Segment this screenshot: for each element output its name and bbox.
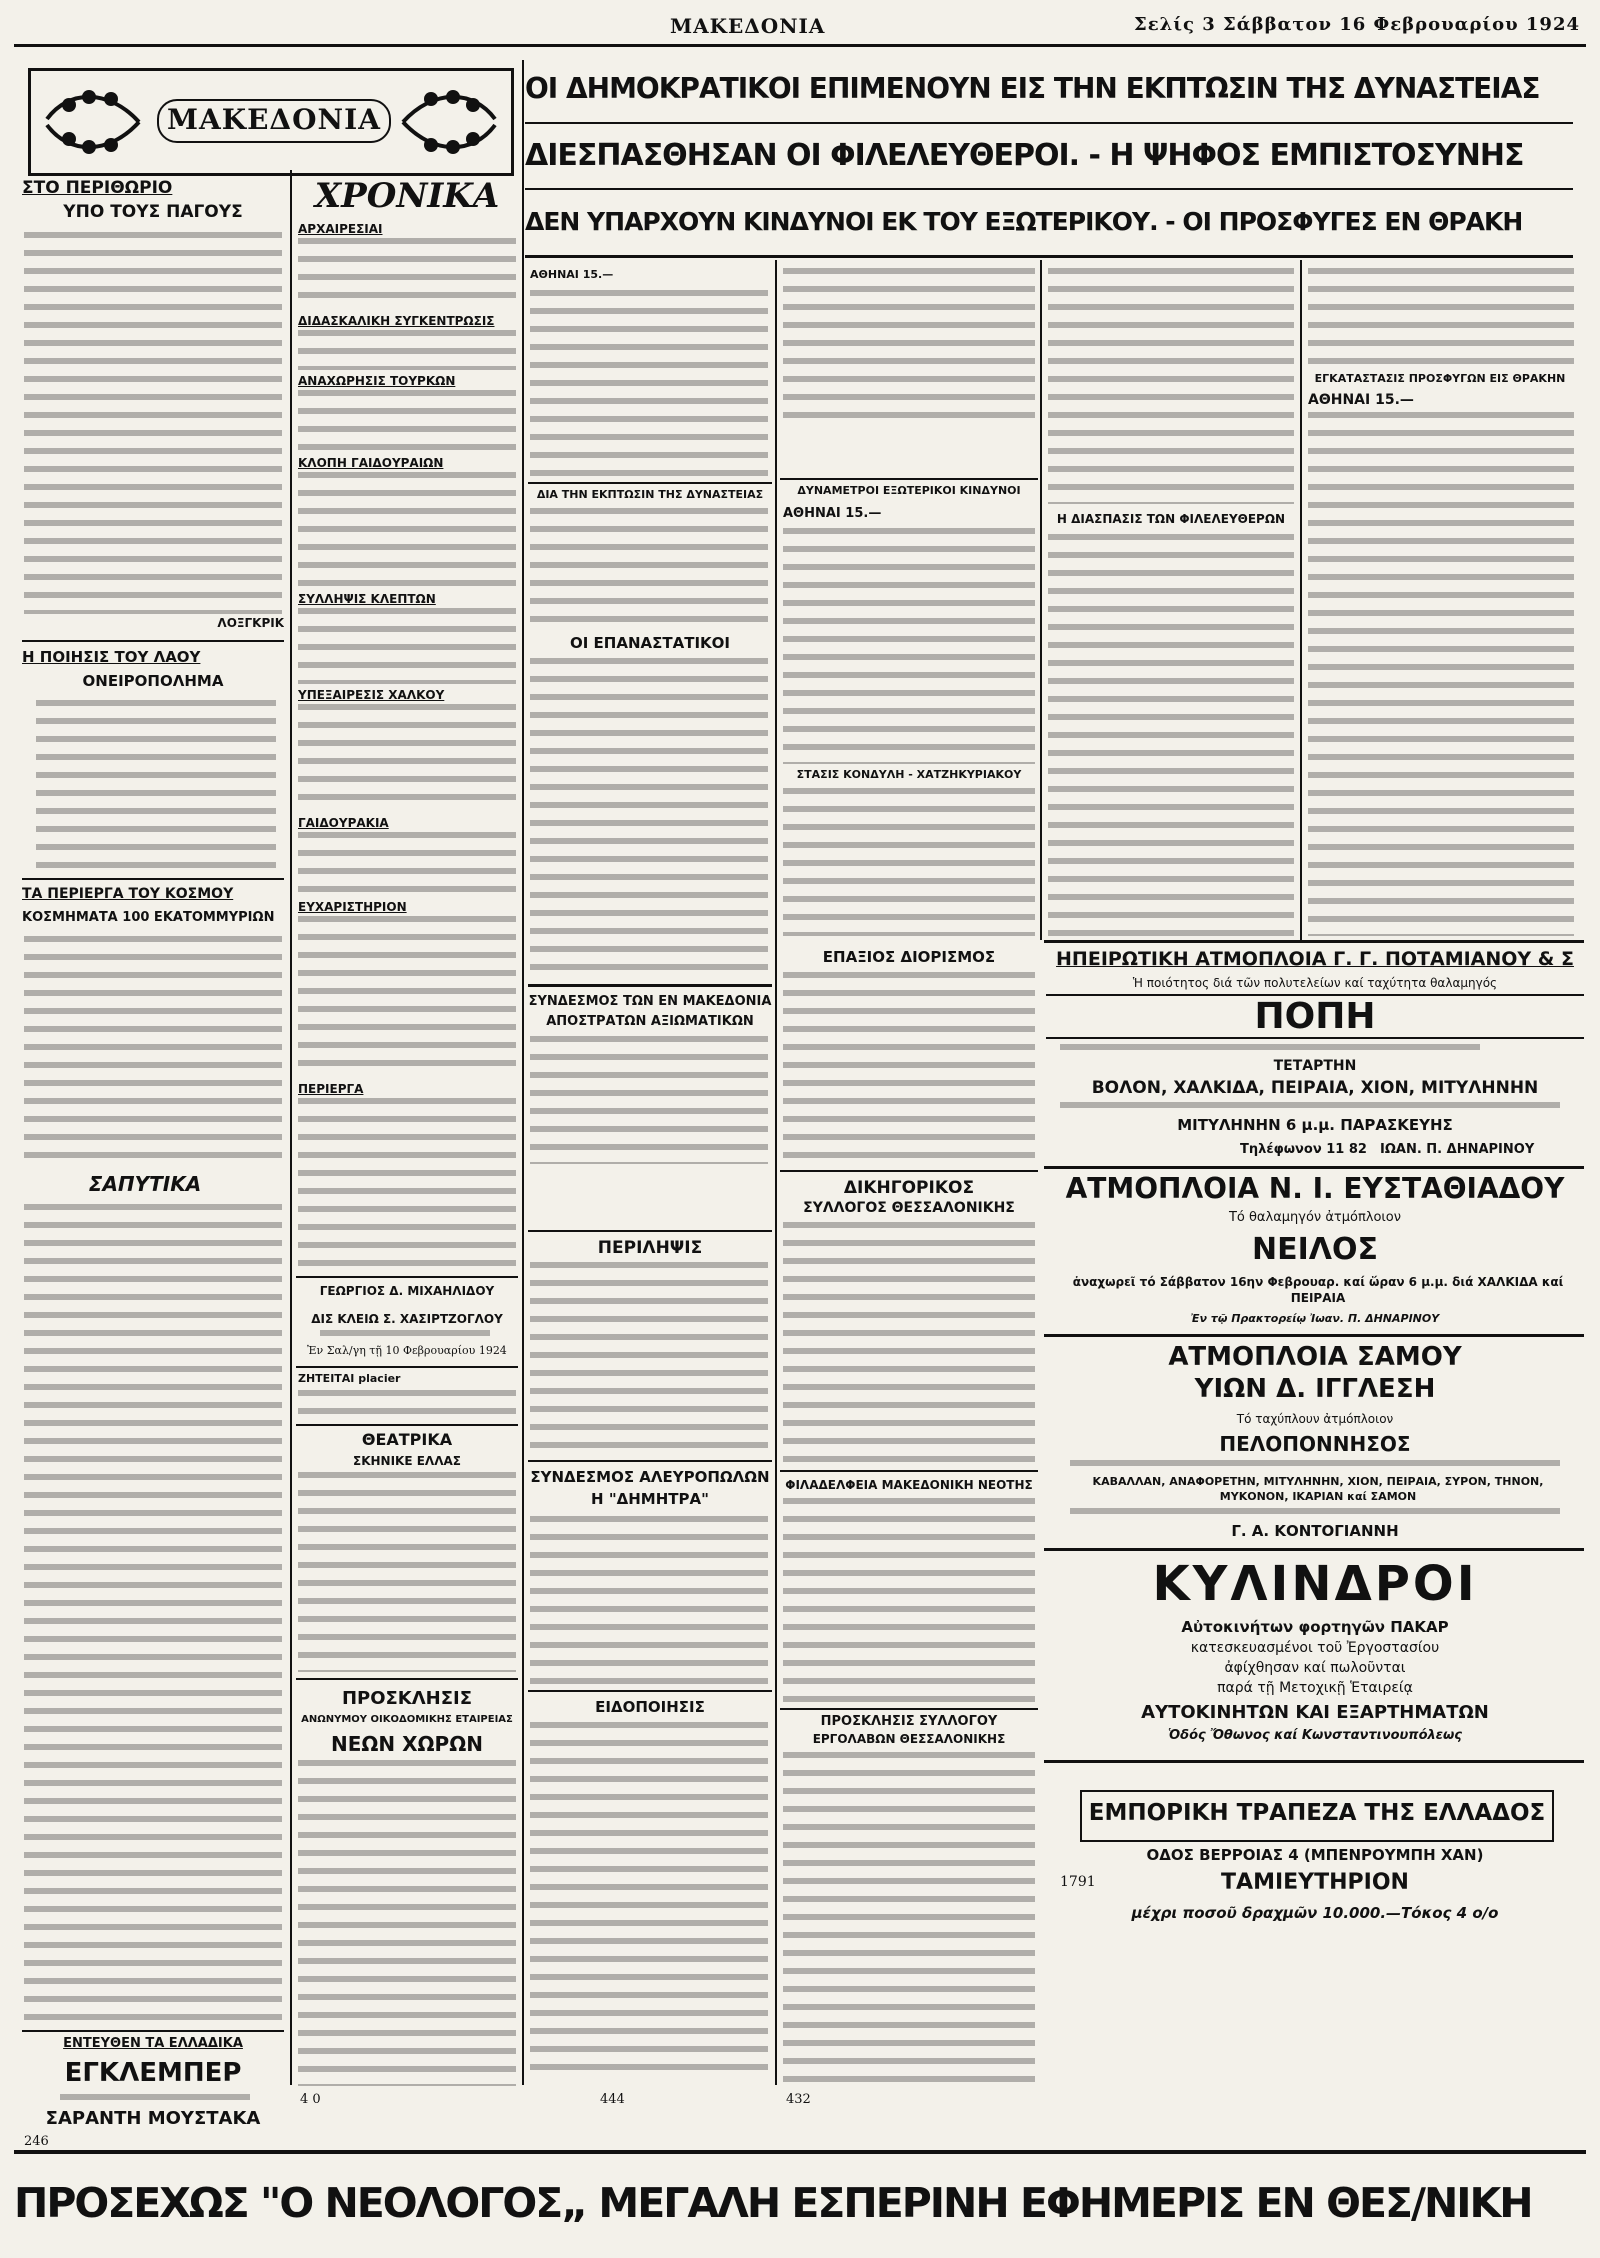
headline-rule-1 xyxy=(525,122,1573,124)
divider xyxy=(296,1276,518,1278)
divider xyxy=(1044,1548,1584,1551)
ad-route: ΚΑΒΑΛΛΑΝ, ΑΝΑΦΟΡΕΤΗΝ, ΜΙΤΥΛΗΝΗΝ, ΧΙΟΝ, ΠΕΙΡΑΙΑ, ΣΥΡΟΝ, ΤΗΝΟΝ, ΜΥΚΟΝΟΝ, ΙΚΑΡΙΑΝ καί ΣΑΜΟΝ xyxy=(1092,1475,1544,1503)
divider xyxy=(22,2030,284,2032)
news-heading: ΔΙΔΑΣΚΑΛΙΚΗ ΣΥΓΚΕΝΤΡΩΣΙΣ xyxy=(298,314,495,328)
header-rule xyxy=(14,44,1586,47)
news-heading: ΑΡΧΑΙΡΕΣΙΑΙ xyxy=(298,222,383,236)
notice-body xyxy=(530,1722,768,2082)
ad-heading: ΕΝΤΕΥΘΕΝ ΤΑ ΕΛΛΑΔΙΚΑ xyxy=(63,2036,243,2051)
divider xyxy=(1044,1166,1584,1169)
notice-heading: ΕΙΔΟΠΟΙΗΣΙΣ xyxy=(595,1698,705,1716)
notice-subheading: Η "ΔΗΜΗΤΡΑ" xyxy=(591,1490,709,1508)
news-body xyxy=(298,238,516,310)
notice-heading: ΦΙΛΑΔΕΛΦΕΙΑ ΜΑΚΕΔΟΝΙΚΗ ΝΕΟΤΗΣ xyxy=(785,1478,1033,1492)
marriage-name: ΔΙΣ ΚΛΕΙΩ Σ. ΧΑΣΙΡΤΖΟΓΛΟΥ xyxy=(311,1312,503,1326)
invitation-body xyxy=(298,1760,516,2086)
article-body xyxy=(24,232,282,614)
section-heading: ΘΕΑΤΡΙΚΑ xyxy=(361,1430,453,1449)
column-rule-5 xyxy=(1300,260,1302,940)
notice-subheading: ΑΠΟΣΤΡΑΤΩΝ ΑΞΙΩΜΑΤΙΚΩΝ xyxy=(546,1014,754,1029)
headline-rule-3 xyxy=(525,255,1573,258)
ad-agent: Γ. Α. ΚΟΝΤΟΓΙΑΝΝΗ xyxy=(1231,1522,1399,1540)
notice-heading: ΣΥΝΔΕΣΜΟΣ ΑΛΕΥΡΟΠΩΛΩΝ xyxy=(530,1468,770,1486)
divider xyxy=(1044,1760,1584,1763)
divider xyxy=(22,878,284,880)
ad-route: ΒΟΛΟΝ, ΧΑΛΚΙΔΑ, ΠΕΙΡΑΙΑ, ΧΙΟΝ, ΜΙΤΥΛΗΝΗΝ xyxy=(1091,1078,1539,1098)
notice-body xyxy=(530,1262,768,1454)
bank-rate: μέχρι ποσοῦ δραχμῶν 10.000.—Τόκος 4 ο/ο xyxy=(1131,1904,1499,1922)
notice-subheading: ΕΡΓΟΛΑΒΩΝ ΘΕΣΣΑΛΟΝΙΚΗΣ xyxy=(812,1732,1006,1746)
bank-savings: ΤΑΜΙΕΥΤΗΡΙΟΝ xyxy=(1221,1870,1409,1895)
news-heading: ΕΥΧΑΡΙΣΤΗΡΙΟΝ xyxy=(298,900,407,914)
ad-subheading: ΥΙΩΝ Δ. ΙΓΓΛΕΣΗ xyxy=(1194,1374,1436,1404)
ad-heading: ΗΠΕΙΡΩΤΙΚΗ ΑΤΜΟΠΛΟΙΑ Γ. Γ. ΠΟΤΑΜΙΑΝΟΥ & Σ xyxy=(1056,948,1574,970)
company-name: ΝΕΩΝ ΧΩΡΩΝ xyxy=(331,1732,483,1756)
article-subheading: ΕΓΚΑΤΑΣΤΑΣΙΣ ΠΡΟΣΦΥΓΩΝ ΕΙΣ ΘΡΑΚΗΝ xyxy=(1314,372,1566,385)
notice-heading: ΣΥΝΔΕΣΜΟΣ ΤΩΝ ΕΝ ΜΑΚΕΔΟΝΙΑ xyxy=(528,994,772,1009)
divider xyxy=(780,478,1038,480)
notice-body xyxy=(783,1222,1035,1464)
marriage-name: ΓΕΩΡΓΙΟΣ Δ. ΜΙΧΑΗΛΙΔΟΥ xyxy=(319,1284,495,1298)
logo-title: ΜΑΚΕΔΟΝΙΑ xyxy=(157,99,391,143)
divider xyxy=(528,1460,772,1462)
marriage-date: Ἐν Σαλ/γη τῇ 10 Φεβρουαρίου 1924 xyxy=(307,1344,507,1357)
ad-heading: ΑΤΜΟΠΛΟΙΑ Ν. Ι. ΕΥΣΤΑΘΙΑΔΟΥ xyxy=(1065,1172,1565,1205)
ad-agent: Ἐν τῷ Πρακτορείῳ Ἰωαν. Π. ΔΗΝΑΡΙΝΟΥ xyxy=(1190,1312,1440,1325)
article-body xyxy=(783,268,1035,424)
article-body xyxy=(530,658,768,978)
ad-line: παρά τῇ Μετοχικῇ Ἑταιρείᾳ xyxy=(1217,1680,1413,1696)
article-subheading: ΟΙ ΕΠΑΝΑΣΤΑΤΙΚΟΙ xyxy=(570,634,730,652)
wreath-right-icon xyxy=(393,79,503,165)
ad-owner: ΣΑΡΑΝΤΗ ΜΟΥΣΤΑΚΑ xyxy=(45,2108,261,2129)
poem-body xyxy=(36,700,276,872)
article-subheading: ΔΙΑ ΤΗΝ ΕΚΠΤΩΣΙΝ ΤΗΣ ΔΥΝΑΣΤΕΙΑΣ xyxy=(536,488,764,501)
ad-heading: ΑΤΜΟΠΛΟΙΑ ΣΑΜΟΥ xyxy=(1168,1342,1462,1372)
article-body xyxy=(1308,268,1574,366)
column-title: ΧΡΟΝΙΚΑ xyxy=(314,176,500,216)
article-body xyxy=(1048,268,1294,504)
divider xyxy=(780,1170,1038,1172)
news-body xyxy=(298,916,516,1078)
article-subheading: ΔΥΝΑΜΕΤΡΟΙ ΕΞΩΤΕΡΙΚΟΙ ΚΙΝΔΥΝΟΙ xyxy=(797,484,1021,497)
ad-body xyxy=(60,2094,250,2104)
divider xyxy=(1044,1334,1584,1337)
company-line: ΑΝΩΝΥΜΟΥ ΟΙΚΟΔΟΜΙΚΗΣ ΕΤΑΙΡΕΙΑΣ xyxy=(301,1714,513,1725)
ad-body xyxy=(1070,1508,1560,1518)
section-heading: ΣΑΠΥΤΙΚΑ xyxy=(88,1172,202,1196)
headline-3: ΔΕΝ ΥΠΑΡΧΟΥΝ ΚΙΝΔΥΝΟΙ ΕΚ ΤΟΥ ΕΞΩΤΕΡΙΚΟΥ. - ΟΙ ΠΡΟΣΦΥΓΕΣ ΕΝ ΘΡΑΚΗ xyxy=(525,207,1523,236)
article-body xyxy=(783,788,1035,936)
article-body xyxy=(24,1204,282,2024)
news-body xyxy=(298,704,516,812)
news-body xyxy=(298,832,516,896)
ad-body xyxy=(1070,1460,1560,1470)
ad-days: ΤΕΤΑΡΤΗΝ xyxy=(1273,1058,1357,1074)
ad-body xyxy=(1060,1102,1560,1112)
article-body xyxy=(1308,412,1574,936)
news-body xyxy=(298,1098,516,1270)
divider xyxy=(528,1690,772,1692)
classified-heading: ΖΗΤΕΙΤΑΙ placier xyxy=(298,1372,401,1385)
ad-name: ΕΓΚΛΕΜΠΕΡ xyxy=(64,2058,242,2088)
ad-line: Τό θαλαμηγόν ἀτμόπλοιον xyxy=(1228,1210,1402,1225)
bank-banner xyxy=(1080,1790,1554,1842)
ad-agent: ΙΩΑΝ. Π. ΔΗΝΑΡΙΝΟΥ xyxy=(1380,1142,1535,1157)
dateline: ΑΘΗΝΑΙ 15.— xyxy=(783,506,882,521)
ad-line: κατεσκευασμένοι τοῦ Ἐργοστασίου xyxy=(1190,1640,1440,1656)
notice-heading: ΠΕΡΙΛΗΨΙΣ xyxy=(597,1238,703,1258)
news-heading: ΥΠΕΞΑΙΡΕΣΙΣ ΧΑΛΚΟΥ xyxy=(298,688,445,702)
ad-return: ΜΙΤΥΛΗΝΗΝ 6 μ.μ. ΠΑΡΑΣΚΕΥΗΣ xyxy=(1177,1116,1453,1134)
divider xyxy=(296,1424,518,1426)
ship-name: ΝΕΙΛΟΣ xyxy=(1252,1232,1378,1267)
marriage-body xyxy=(320,1330,490,1340)
section-subheading: ΣΚΗΝΙΚΕ ΕΛΛΑΣ xyxy=(353,1454,461,1468)
theatre-body xyxy=(298,1472,516,1672)
news-heading: ΑΝΑΧΩΡΗΣΙΣ ΤΟΥΡΚΩΝ xyxy=(298,374,456,388)
headline-rule-2 xyxy=(525,188,1573,190)
notice-body xyxy=(530,1516,768,1684)
ad-line: Ἡ ποιότητος διά τῶν πολυτελείων καί ταχύτητα θαλαμηγός xyxy=(1132,976,1498,990)
section-subheading: ΟΝΕΙΡΟΠΟΛΗΜΑ xyxy=(82,672,224,690)
column-rule-3 xyxy=(775,260,777,2085)
article-body xyxy=(530,508,768,628)
headline-1: ΟΙ ΔΗΜΟΚΡΑΤΙΚΟΙ ΕΠΙΜΕΝΟΥΝ ΕΙΣ ΤΗΝ ΕΚΠΤΩΣΙΝ ΤΗΣ ΔΥΝΑΣΤΕΙΑΣ xyxy=(525,72,1540,105)
news-body xyxy=(298,472,516,588)
news-body xyxy=(298,330,516,370)
section-heading: ΣΤΟ ΠΕΡΙΘΩΡΙΟ xyxy=(22,178,173,198)
divider xyxy=(528,482,772,484)
bank-name: ΕΜΠΟΡΙΚΗ ΤΡΑΠΕΖΑ ΤΗΣ ΕΛΛΑΔΟΣ xyxy=(1088,1800,1546,1826)
notice-body xyxy=(783,1498,1035,1702)
wreath-left-icon xyxy=(39,79,149,165)
ship-name: ΠΕΛΟΠΟΝΝΗΣΟΣ xyxy=(1219,1432,1411,1456)
bank-number: 1791 xyxy=(1060,1874,1096,1890)
divider xyxy=(22,640,284,642)
ad-line: Τό ταχύπλουν ἀτμόπλοιον xyxy=(1236,1412,1394,1426)
notice-body xyxy=(530,1036,768,1164)
divider xyxy=(296,1366,518,1368)
classified-body xyxy=(298,1390,516,1420)
news-heading: ΣΥΛΛΗΨΙΣ ΚΛΕΠΤΩΝ xyxy=(298,592,436,606)
section-heading: ΠΡΟΣΚΛΗΣΙΣ xyxy=(341,1688,473,1709)
article-subheading: Η ΔΙΑΣΠΑΣΙΣ ΤΩΝ ΦΙΛΕΛΕΥΘΕΡΩΝ xyxy=(1056,512,1286,526)
bank-address: ΟΔΟΣ ΒΕΡΡΟΙΑΣ 4 (ΜΠΕΝΡΟΥΜΠΗ ΧΑΝ) xyxy=(1146,1846,1484,1864)
headline-2: ΔΙΕΣΠΑΣΘΗΣΑΝ ΟΙ ΦΙΛΕΛΕΥΘΕΡΟΙ. - Η ΨΗΦΟΣ ΕΜΠΙΣΤΟΣΥΝΗΣ xyxy=(525,138,1524,173)
article-subheading: ΣΤΑΣΙΣ ΚΟΝΔΥΛΗ - ΧΑΤΖΗΚΥΡΙΑΚΟΥ xyxy=(796,768,1022,781)
news-body xyxy=(298,608,516,684)
ad-line: Ὁδός Ὄθωνος καί Κωνσταντινουπόλεως xyxy=(1168,1728,1462,1743)
ad-phone: Τηλέφωνον 11 82 xyxy=(1240,1142,1367,1157)
footer-number: 4 0 xyxy=(300,2092,321,2107)
article-body xyxy=(24,936,282,1164)
divider xyxy=(1044,940,1584,943)
article-body xyxy=(783,528,1035,764)
divider xyxy=(780,1708,1038,1710)
bottom-rule xyxy=(14,2150,1586,2154)
article-body xyxy=(1048,534,1294,936)
ad-heading: ΚΥΛΙΝΔΡΟΙ xyxy=(1152,1556,1478,1612)
article-signature: ΛΟΞΓΚΡΙΚ xyxy=(217,616,284,630)
bottom-banner: ΠΡΟΣΕΧΩΣ "Ο ΝΕΟΛΟΓΟΣ„ ΜΕΓΑΛΗ ΕΣΠΕΡΙΝΗ ΕΦΗΜΕΡΙΣ ΕΝ ΘΕΣ/ΝΙΚΗ xyxy=(14,2179,1532,2227)
article-body xyxy=(530,290,768,478)
date-line: Σελίς 3 Σάββατον 16 Φεβρουαρίου 1924 xyxy=(1134,14,1580,35)
ad-route: ἀναχωρεῖ τό Σάββατον 16ην Φεβρουαρ. καί ὥραν 6 μ.μ. διά ΧΑΛΚΙΔΑ καί ΠΕΙΡΑΙΑ xyxy=(1072,1275,1564,1305)
divider xyxy=(528,984,772,987)
notice-body xyxy=(783,972,1035,1164)
section-heading: ΤΑ ΠΕΡΙΕΡΓΑ ΤΟΥ ΚΟΣΜΟΥ xyxy=(22,886,234,902)
ship-name: ΠΟΠΗ xyxy=(1046,994,1584,1039)
section-subheading: ΥΠΟ ΤΟΥΣ ΠΑΓΟΥΣ xyxy=(63,202,243,222)
dateline: ΑΘΗΝΑΙ 15.— xyxy=(1308,392,1414,408)
news-body xyxy=(298,390,516,452)
ad-line: ΑΥΤΟΚΙΝΗΤΩΝ ΚΑΙ ΕΞΑΡΤΗΜΑΤΩΝ xyxy=(1141,1702,1489,1723)
column-rule-1 xyxy=(290,170,292,2085)
ad-body xyxy=(1060,1044,1480,1054)
masthead-logo xyxy=(28,68,514,176)
section-subheading: ΚΟΣΜΗΜΑΤΑ 100 ΕΚΑΤΟΜΜΥΡΙΩΝ xyxy=(22,910,275,925)
running-title: ΜΑΚΕΔΟΝΙΑ xyxy=(670,14,826,38)
notice-body xyxy=(783,1752,1035,2082)
notice-heading: ΕΠΑΞΙΟΣ ΔΙΟΡΙΣΜΟΣ xyxy=(822,948,996,966)
divider xyxy=(780,1470,1038,1472)
ad-line: ἀφίχθησαν καί πωλοῦνται xyxy=(1224,1660,1406,1676)
news-heading: ΓΑΙΔΟΥΡΑΚΙΑ xyxy=(298,816,389,830)
section-heading: Η ΠΟΙΗΣΙΣ ΤΟΥ ΛΑΟΥ xyxy=(22,648,201,666)
divider xyxy=(296,1678,518,1680)
ad-line: Αὐτοκινήτων φορτηγῶν ΠΑΚΑΡ xyxy=(1181,1618,1449,1636)
notice-subheading: ΣΥΛΛΟΓΟΣ ΘΕΣΣΑΛΟΝΙΚΗΣ xyxy=(803,1200,1015,1216)
news-heading: ΚΛΟΠΗ ΓΑΙΔΟΥΡΑΙΩΝ xyxy=(298,456,444,470)
dateline: ΑΘΗΝΑΙ 15.— xyxy=(530,268,614,281)
notice-heading: ΔΙΚΗΓΟΡΙΚΟΣ xyxy=(843,1178,975,1198)
news-heading: ΠΕΡΙΕΡΓΑ xyxy=(298,1082,364,1096)
notice-heading: ΠΡΟΣΚΛΗΣΙΣ ΣΥΛΛΟΓΟΥ xyxy=(820,1714,998,1729)
footer-number: 444 xyxy=(600,2092,625,2107)
footer-number: 432 xyxy=(786,2092,811,2107)
column-rule-2 xyxy=(522,60,524,2085)
divider xyxy=(528,1230,772,1232)
ad-number: 246 xyxy=(24,2134,49,2149)
column-rule-4 xyxy=(1040,260,1042,940)
